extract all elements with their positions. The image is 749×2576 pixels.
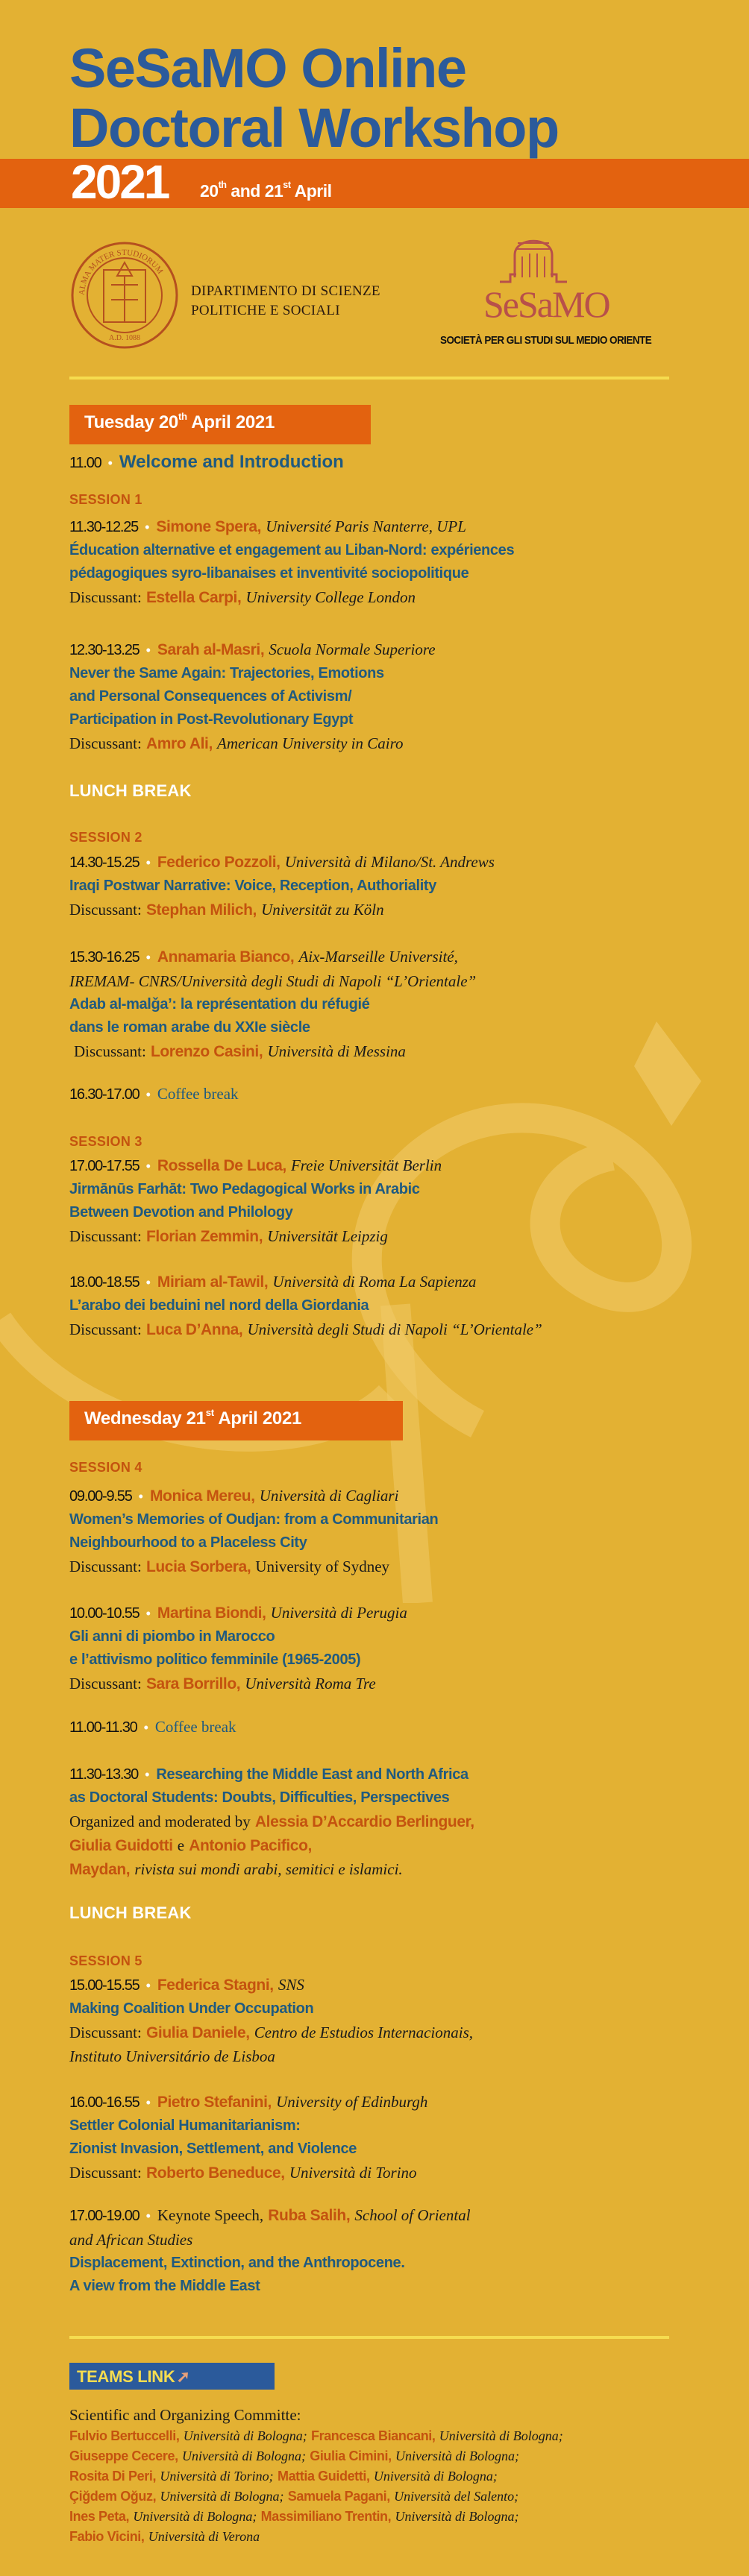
affiliation: Università di Bologna;	[395, 2509, 519, 2524]
speaker-name: Sarah al-Masri ,	[157, 641, 264, 658]
talk-title: and Personal Consequences of Activism/	[69, 688, 352, 705]
day-label-end: April 2021	[187, 412, 275, 432]
affiliation: Scuola Normale Superiore	[269, 640, 436, 658]
discussant-name: Lorenzo Casini ,	[151, 1043, 263, 1060]
day-suffix: th	[178, 411, 187, 422]
day-label: Wednesday 21	[84, 1408, 206, 1429]
affiliation: Università di Bologna;	[181, 2449, 306, 2463]
affiliation: Università di Perugia	[270, 1604, 407, 1622]
speaker-name: Federico Pozzoli ,	[157, 854, 281, 871]
roundtable-title: Researching the Middle East and North Africa	[156, 1766, 468, 1783]
affiliation: University of Edinburgh	[276, 2093, 428, 2111]
sesamo-caption: SOCIETÀ PER GLI STUDI SUL MEDIO ORIENTE	[440, 334, 652, 347]
talk-title: Gli anni di piombo in Marocco	[69, 1628, 275, 1645]
talk	[69, 945, 696, 1063]
speaker-name: Pietro Stefanini ,	[157, 2094, 272, 2111]
talk-title: Women’s Memories of Oudjan: from a Communitarian	[69, 1511, 439, 1528]
speaker-name: Martina Biondi ,	[157, 1605, 266, 1622]
bullet: •	[145, 1767, 150, 1782]
time: 11.00	[69, 455, 101, 471]
affiliation: Universität zu Köln	[261, 901, 384, 919]
day-suffix: st	[205, 1407, 214, 1418]
event-dates	[200, 181, 331, 201]
keynote	[69, 2203, 696, 2298]
affiliation: School of Oriental	[354, 2206, 471, 2224]
time: 11.00-11.30	[69, 1719, 137, 1736]
talk-title: Jirmānūs Farhāt: Two Pedagogical Works in Arabic	[69, 1181, 420, 1197]
coffee-label: Coffee break	[157, 1085, 239, 1103]
talk-title: Adab al-malǧa’: la représentation du réfugié	[69, 996, 370, 1013]
conjunction: e	[177, 1836, 185, 1854]
department-name	[191, 282, 380, 321]
affiliation: Università di Messina	[267, 1042, 406, 1060]
time: 14.30-15.25	[69, 854, 140, 871]
speaker-name: Ruba Salih ,	[268, 2207, 350, 2224]
page-title	[69, 39, 559, 158]
coffee-break	[69, 1082, 696, 1106]
welcome-title: Welcome and Introduction	[119, 452, 344, 472]
affiliation: Università di Bologna;	[439, 2428, 563, 2443]
journal-name: Maydan ,	[69, 1861, 130, 1878]
talk	[69, 850, 696, 922]
talk-title: Participation in Post-Revolutionary Egypt	[69, 711, 354, 728]
discussant-name: Florian Zemmin ,	[146, 1228, 263, 1245]
discussant-name: Roberto Beneduce ,	[146, 2164, 285, 2182]
bullet: •	[145, 1159, 151, 1174]
sesamo-logo-text: SeSaMO	[483, 283, 609, 325]
sesamo-dome-logo	[492, 233, 574, 286]
time: 15.30-16.25	[69, 949, 140, 966]
bullet: •	[145, 520, 150, 535]
talk	[69, 1973, 696, 2068]
session-label: SESSION 5	[69, 1953, 142, 1968]
time: 11.30-13.30	[69, 1766, 139, 1783]
discussant-label: Discussant:	[69, 2164, 142, 2182]
discussant-label: Discussant:	[74, 1042, 146, 1060]
discussant-label: Discussant:	[69, 734, 142, 752]
affiliation: Università del Salento;	[394, 2489, 519, 2504]
affiliation: SNS	[278, 1976, 304, 1994]
affiliation: Università di Bologna;	[373, 2469, 498, 2484]
speaker-name: Simone Spera ,	[156, 518, 261, 535]
affiliation: Università di Cagliari	[259, 1487, 399, 1505]
affiliation: Università di Bologna;	[160, 2489, 284, 2504]
time: 16.30-17.00	[69, 1086, 140, 1103]
affiliation: Università di Bologna;	[395, 2449, 519, 2463]
affiliation: Centro de Estudios Internacionais,	[254, 2024, 473, 2041]
organizer-name: Alessia D’Accardio Berlinguer ,	[255, 1813, 474, 1830]
committee-member: Ines Peta ,	[69, 2509, 129, 2524]
affiliation: Universität Leipzig	[267, 1227, 388, 1245]
committee-heading: Scientific and Organizing Committe:	[69, 2406, 301, 2424]
affiliation: Università di Torino	[289, 2164, 417, 2182]
affiliation: Instituto Universitário de Lisboa	[69, 2047, 275, 2065]
talk	[69, 1484, 696, 1578]
date-month: April	[290, 181, 332, 201]
time: 16.00-16.55	[69, 2094, 140, 2111]
teams-link-label[interactable]: TEAMS LINK	[77, 2367, 175, 2386]
discussant-name: Lucia Sorbera ,	[146, 1558, 251, 1575]
date-day2: and 21	[226, 181, 283, 201]
time: 12.30-13.25	[69, 642, 140, 658]
time: 17.00-17.55	[69, 1158, 140, 1174]
affiliation: Freie Universität Berlin	[290, 1156, 442, 1174]
affiliation: Aix-Marseille Université,	[298, 948, 458, 966]
university-seal-logo	[69, 240, 180, 350]
department-line-1: DIPARTIMENTO DI SCIENZE	[191, 283, 380, 299]
arrow-up-right-icon: ➚	[176, 2367, 190, 2386]
discussant-name: Stephan Milich ,	[146, 901, 257, 919]
discussant-label: Discussant:	[69, 588, 142, 606]
talk-title: dans le roman arabe du XXIe siècle	[69, 1019, 310, 1036]
keynote-label: Keynote Speech,	[157, 2206, 264, 2224]
talk	[69, 637, 696, 755]
committee-member: Francesca Biancani ,	[311, 2428, 436, 2443]
talk-title: Making Coalition Under Occupation	[69, 2000, 314, 2017]
divider	[69, 2336, 669, 2339]
bullet: •	[145, 2208, 151, 2223]
discussant-label: Discussant:	[69, 901, 142, 919]
talk-title: L’arabo dei beduini nel nord della Giordania	[69, 1297, 369, 1314]
affiliation: Università degli Studi di Napoli “L’Orientale”	[247, 1320, 542, 1338]
time: 10.00-10.55	[69, 1605, 140, 1622]
journal-description: rivista sui mondi arabi, semitici e islamici.	[134, 1860, 403, 1878]
organized-by-label: Organized and moderated by	[69, 1813, 251, 1830]
discussant-name: Luca D’Anna ,	[146, 1321, 242, 1338]
bullet: •	[145, 1606, 151, 1621]
keynote-title: A view from the Middle East	[69, 2278, 260, 2294]
divider	[69, 377, 669, 380]
session-label: SESSION 4	[69, 1460, 142, 1475]
committee-member: Samuela Pagani ,	[288, 2489, 390, 2504]
time: 09.00-9.55	[69, 1488, 132, 1505]
session-label: SESSION 2	[69, 830, 142, 845]
affiliation: Università di Verona	[148, 2529, 260, 2544]
discussant-label: Discussant:	[69, 1675, 142, 1692]
bullet: •	[145, 1978, 151, 1993]
committee-member: Çiğdem Oğuz ,	[69, 2489, 156, 2504]
committee-member: Giulia Cimini ,	[310, 2449, 391, 2463]
affiliation: IREMAM- CNRS/Università degli Studi di Napoli “L’Orientale”	[69, 972, 477, 990]
date-day1: 20	[200, 181, 219, 201]
lunch-break: LUNCH BREAK	[69, 1903, 192, 1922]
talk	[69, 1153, 696, 1248]
discussant-label: Discussant:	[69, 2024, 142, 2041]
discussant-name: Sara Borrillo ,	[146, 1675, 240, 1692]
discussant-name: Estella Carpi ,	[146, 589, 241, 606]
talk	[69, 2090, 696, 2185]
affiliation: Università di Bologna;	[133, 2509, 257, 2524]
roundtable-title: as Doctoral Students: Doubts, Difficulties, Perspectives	[69, 1789, 450, 1806]
talk-title: Éducation alternative et engagement au Liban-Nord: expériences	[69, 542, 515, 558]
bullet: •	[138, 1489, 143, 1504]
roundtable	[69, 1762, 696, 1881]
bullet: •	[107, 456, 113, 470]
bullet: •	[145, 855, 151, 870]
svg-text:ALMA MATER STUDIORUM: ALMA MATER STUDIORUM	[77, 248, 165, 296]
affiliation: and African Studies	[69, 2231, 193, 2249]
committee-member: Fulvio Bertuccelli ,	[69, 2428, 179, 2443]
talk-title: Never the Same Again: Trajectories, Emotions	[69, 665, 384, 681]
affiliation: Université Paris Nanterre, UPL	[266, 517, 466, 535]
department-line-2: POLITICHE E SOCIALI	[191, 303, 340, 318]
talk-title: Iraqi Postwar Narrative: Voice, Reception, Authoriality	[69, 878, 436, 894]
discussant-label: Discussant:	[69, 1558, 142, 1575]
lunch-break: LUNCH BREAK	[69, 781, 192, 800]
bullet: •	[145, 643, 151, 658]
date-suffix: st	[283, 180, 291, 190]
affiliation: Università di Bologna;	[183, 2428, 307, 2443]
speaker-name: Rossella De Luca ,	[157, 1157, 286, 1174]
affiliation: University College London	[245, 588, 416, 606]
talk-title: Zionist Invasion, Settlement, and Violence	[69, 2141, 357, 2157]
day-header-wednesday	[69, 1401, 403, 1440]
time: 18.00-18.55	[69, 1274, 140, 1291]
bullet: •	[145, 1275, 151, 1290]
talk	[69, 1270, 696, 1341]
teams-link-button[interactable]	[69, 2363, 275, 2390]
bullet: •	[145, 1087, 151, 1102]
year: 2021	[71, 155, 169, 209]
bullet: •	[143, 1720, 148, 1735]
coffee-break	[69, 1715, 696, 1739]
committee	[69, 2404, 696, 2547]
bullet: •	[145, 2095, 151, 2110]
title-line-2: Doctoral Workshop	[69, 97, 559, 159]
talk	[69, 1601, 696, 1695]
coffee-label: Coffee break	[154, 1718, 236, 1736]
day-header-tuesday	[69, 405, 371, 444]
talk-title: e l’attivismo politico femminile (1965-2005)	[69, 1651, 361, 1668]
organizer-name: Giulia Guidotti	[69, 1837, 173, 1854]
time: 11.30-12.25	[69, 519, 139, 535]
day-label: Tuesday 20	[84, 412, 178, 432]
talk	[69, 514, 696, 609]
committee-member: Mattia Guidetti ,	[278, 2469, 370, 2484]
welcome-item	[69, 450, 696, 475]
keynote-title: Displacement, Extinction, and the Anthropocene.	[69, 2255, 405, 2271]
affiliation: Università Roma Tre	[245, 1675, 376, 1692]
committee-member: Fabio Vicini ,	[69, 2529, 145, 2544]
discussant-label: Discussant:	[69, 1227, 142, 1245]
committee-member: Massimiliano Trentin ,	[261, 2509, 392, 2524]
affiliation: University of Sydney	[255, 1558, 390, 1575]
speaker-name: Annamaria Bianco ,	[157, 948, 294, 966]
time: 15.00-15.55	[69, 1977, 140, 1994]
session-label: SESSION 3	[69, 1134, 142, 1149]
affiliation: Università di Roma La Sapienza	[272, 1273, 477, 1291]
discussant-name: Giulia Daniele ,	[146, 2024, 250, 2041]
committee-member: Rosita Di Peri ,	[69, 2469, 156, 2484]
affiliation: Università di Milano/St. Andrews	[284, 853, 495, 871]
speaker-name: Miriam al-Tawil ,	[157, 1273, 268, 1291]
talk-title: Neighbourhood to a Placeless City	[69, 1534, 307, 1551]
organizer-name: Antonio Pacifico ,	[189, 1837, 312, 1854]
day-label-end: April 2021	[213, 1408, 302, 1429]
discussant-name: Amro Ali ,	[146, 735, 213, 752]
affiliation: American University in Cairo	[217, 734, 404, 752]
speaker-name: Federica Stagni ,	[157, 1977, 274, 1994]
committee-member: Giuseppe Cecere ,	[69, 2449, 178, 2463]
discussant-label: Discussant:	[69, 1320, 142, 1338]
date-suffix: th	[218, 180, 227, 190]
speaker-name: Monica Mereu ,	[150, 1487, 255, 1505]
affiliation: Università di Torino;	[160, 2469, 274, 2484]
time: 17.00-19.00	[69, 2208, 140, 2224]
session-label: SESSION 1	[69, 492, 142, 507]
svg-text:A.D. 1088: A.D. 1088	[109, 334, 140, 342]
talk-title: Between Devotion and Philology	[69, 1204, 293, 1221]
bullet: •	[145, 950, 151, 965]
talk-title: Settler Colonial Humanitarianism:	[69, 2117, 301, 2134]
talk-title: pédagogiques syro-libanaises et inventivité sociopolitique	[69, 565, 469, 582]
title-line-1: SeSaMO Online	[69, 37, 466, 99]
